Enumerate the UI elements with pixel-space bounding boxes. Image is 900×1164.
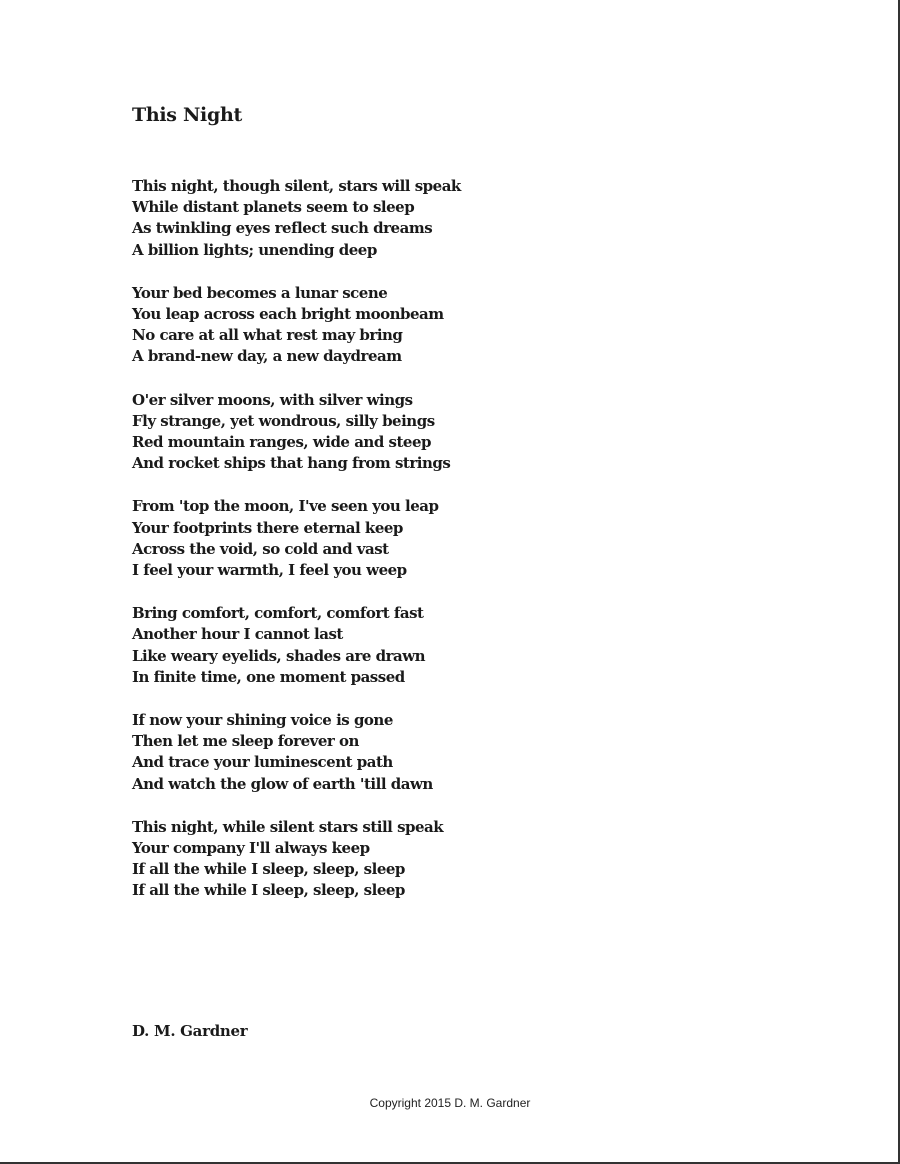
- poem-line: Your bed becomes a lunar scene: [132, 283, 388, 302]
- poem-line: And watch the glow of earth 'till dawn: [132, 774, 433, 793]
- poem-line: Another hour I cannot last: [132, 625, 343, 644]
- poem-line: Across the void, so cold and vast: [132, 539, 389, 558]
- poem-line: As twinkling eyes reflect such dreams: [132, 219, 433, 238]
- poem-line: Fly strange, yet wondrous, silly beings: [132, 411, 435, 430]
- stanza-4: [132, 496, 461, 581]
- poem-body: [132, 176, 461, 924]
- poem-line: In finite time, one moment passed: [132, 667, 405, 686]
- poem-line: No care at all what rest may bring: [132, 326, 403, 345]
- poem-line: This night, while silent stars still speak: [132, 817, 444, 836]
- author-signature: D. M. Gardner: [132, 1022, 248, 1040]
- poem-line: This night, though silent, stars will speak: [132, 177, 461, 195]
- poem-line: And trace your luminescent path: [132, 753, 393, 772]
- poem-line: O'er silver moons, with silver wings: [132, 390, 413, 409]
- stanza-2: [132, 283, 461, 368]
- poem-line: From 'top the moon, I've seen you leap: [132, 497, 439, 516]
- poem-line: While distant planets seem to sleep: [132, 198, 415, 217]
- poem-line: Red mountain ranges, wide and steep: [132, 433, 431, 452]
- poem-line: Bring comfort, comfort, comfort fast: [132, 604, 424, 623]
- poem-line: You leap across each bright moonbeam: [132, 305, 444, 324]
- poem-title: This Night: [132, 104, 242, 126]
- poem-line: A billion lights; unending deep: [132, 240, 377, 259]
- copyright-notice: Copyright 2015 D. M. Gardner: [369, 1096, 531, 1110]
- stanza-6: [132, 710, 461, 795]
- poem-line: Like weary eyelids, shades are drawn: [132, 646, 426, 665]
- poem-line: If all the while I sleep, sleep, sleep: [132, 881, 405, 900]
- poem-line: Your company I'll always keep: [132, 839, 370, 858]
- poem-line: If all the while I sleep, sleep, sleep: [132, 860, 405, 879]
- poem-line: Then let me sleep forever on: [132, 732, 359, 751]
- poem-line: A brand-new day, a new daydream: [132, 347, 402, 366]
- poem-line: Your footprints there eternal keep: [132, 518, 403, 537]
- poem-line: If now your shining voice is gone: [132, 711, 393, 730]
- stanza-1: [132, 176, 461, 261]
- stanza-3: [132, 390, 461, 475]
- stanza-5: [132, 603, 461, 688]
- stanza-7: [132, 817, 461, 902]
- poem-line: And rocket ships that hang from strings: [132, 454, 451, 473]
- poem-line: I feel your warmth, I feel you weep: [132, 561, 407, 580]
